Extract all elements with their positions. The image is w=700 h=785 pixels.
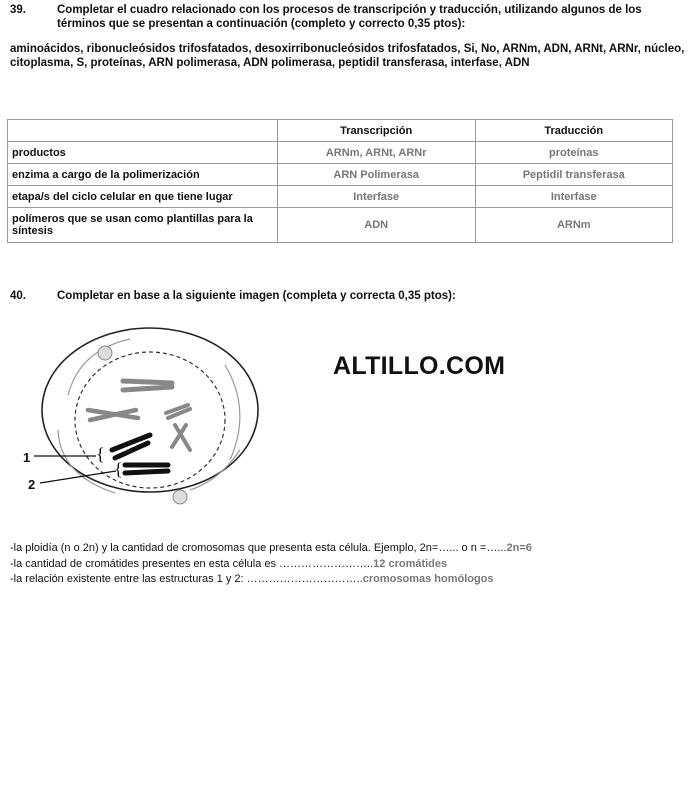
question-39: [10, 3, 690, 31]
relation-answer: cromosomas homólogos: [362, 573, 494, 585]
chromatids-prompt: -la cantidad de cromátides presentes en esta célula es ……………………..: [10, 557, 374, 570]
brace-2: {: [114, 459, 123, 479]
label-2: 2: [28, 477, 36, 492]
question-39-number: 39.: [10, 4, 26, 16]
row-label: polímeros que se usan como plantillas para la síntesis: [8, 208, 278, 243]
cell-transcripcion: ARNm, ARNt, ARNr: [277, 142, 475, 164]
table-row: [8, 164, 673, 186]
table-row: [8, 208, 673, 243]
row-label: etapa/s del ciclo celular en que tiene lugar: [8, 186, 278, 208]
cell-transcripcion: ARN Polimerasa: [277, 164, 475, 186]
chromatids-answer: 12 cromátides: [373, 557, 448, 570]
term-list: aminoácidos, ribonucleósidos trifosfatados, desoxirribonucleósidos trifosfatados, Si, No, ARNm, ADN, ARNt, ARNr, núcleo, citoplasma, S, proteínas, ARN polimerasa, ADN polimerasa, peptidil transferasa, interfase, ADN: [10, 43, 685, 69]
cell-traduccion: ARNm: [475, 208, 673, 243]
row-label: productos: [8, 142, 278, 164]
ploidy-prompt: -la ploidía (n o 2n) y la cantidad de cromosomas que presenta esta célula. Ejemplo, 2n=…... o n =…...: [10, 542, 507, 554]
table-header-transcripcion: Transcripción: [277, 120, 475, 142]
question-40-text: Completar en base a la siguiente imagen (completa y correcta 0,35 ptos):: [57, 290, 456, 302]
ploidy-answer: 2n=6: [506, 542, 532, 554]
question-40-number: 40.: [10, 290, 26, 302]
row-label: enzima a cargo de la polimerización: [8, 164, 278, 186]
answer-block: [10, 541, 532, 588]
brace-1: {: [96, 444, 105, 464]
cell-traduccion: Peptidil transferasa: [475, 164, 673, 186]
table-header-row: [8, 120, 673, 142]
table-header-traduccion: Traducción: [475, 120, 673, 142]
watermark-logo: ALTILLO.COM: [333, 352, 506, 380]
cell-traduccion: proteínas: [475, 142, 673, 164]
answer-line-ploidy: [10, 541, 532, 557]
cell-transcripcion: Interfase: [277, 186, 475, 208]
centriole: [98, 346, 112, 360]
table-row: [8, 142, 673, 164]
relation-prompt: -la relación existente entre las estructuras 1 y 2: …………………………..: [10, 573, 363, 585]
cell-transcripcion: ADN: [277, 208, 475, 243]
cell-traduccion: Interfase: [475, 186, 673, 208]
cell-diagram: [20, 325, 260, 515]
centriole: [173, 490, 187, 504]
answer-line-relation: [10, 572, 532, 588]
table-row: [8, 186, 673, 208]
answer-line-chromatids: [10, 557, 532, 573]
table-header-empty: [8, 120, 278, 142]
label-1: 1: [23, 450, 31, 465]
question-39-text: Completar el cuadro relacionado con los procesos de transcripción y traducción, utilizando algunos de los términos que se presentan a continuación (completo y correcto 0,35 ptos):: [57, 4, 642, 30]
transcription-translation-table: [7, 119, 673, 243]
question-40: [10, 289, 690, 303]
